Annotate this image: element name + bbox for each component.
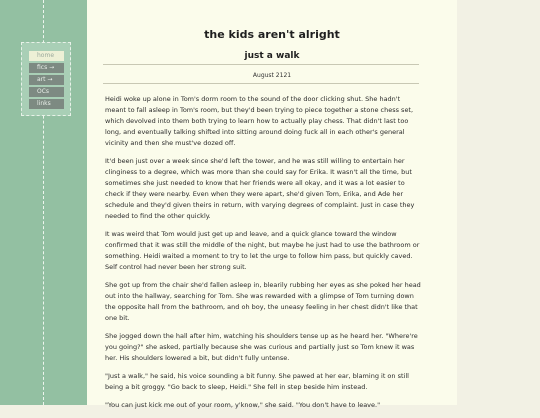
story-paragraph: "Just a walk," he said, his voice sounding a bit funny. She pawed at her ear, blaming it on still being a bit groggy. "Go back to sleep, Heidi." She fell in step beside him instead.	[105, 372, 409, 391]
chapter-date: August 2121	[252, 72, 292, 79]
divider	[103, 64, 419, 65]
story-paragraph: It was weird that Tom would just get up and leave, and a quick glance toward the window confirmed that it was still the middle of the night, but maybe he just had to use the bathroom or something. Heidi waited a moment to try to let the urge to follow him pass, but quickly caved. Self control had never been her strong suit.	[105, 230, 420, 271]
nav-item-home[interactable]: home	[29, 51, 64, 61]
nav-list	[29, 51, 64, 111]
nav-panel	[21, 42, 71, 116]
story-content-area	[87, 0, 457, 409]
story-paragraph: "You can just kick me out of your room, y'know," she said. "You don't have to leave."	[105, 401, 381, 409]
nav-item-links[interactable]: links	[29, 99, 64, 109]
nav-item-ocs[interactable]: OCs	[29, 87, 64, 97]
story-paragraph: She jogged down the hall after him, watching his shoulders tense up as he heard her. "Where're you going?" she asked, partially because she was curious and partially just so Tom knew it was her. His shoulders lowered a bit, but didn't fully untense.	[105, 332, 418, 362]
nav-item-fics[interactable]: fics →	[29, 63, 64, 73]
story-paragraph: Heidi woke up alone in Tom's dorm room to the sound of the door clicking shut. She hadn't meant to fall asleep in Tom's room, but they'd been trying to piece together a stone chess set, which devolved into them both trying to learn how to actually play chess. That didn't last too long, and eventually talking shifted into sitting around doing fuck all in each other's general vicinity and then she must've dozed off.	[105, 95, 414, 147]
right-margin-background	[457, 0, 540, 405]
story-paragraph: She got up from the chair she'd fallen asleep in, blearily rubbing her eyes as she poked her head out into the hallway, searching for Tom. She was rewarded with a glimpse of Tom turning down the opposite hall from the bathroom, and oh boy, the uneasy feeling in her chest didn't like that one bit.	[105, 281, 421, 322]
story-paragraph: It'd been just over a week since she'd left the tower, and he was still willing to entertain her clinginess to a degree, which was more than she could say for Erika. It wasn't all the time, but sometimes she just needed to know that her friends were all okay, and it was a lot easier to check if they were nearby. Even when they were apart, she'd given Tom, Erika, and Ade her schedule and they'd given theirs in return, with varying degrees of complaint. Just in case they needed to find the other quickly.	[105, 157, 415, 220]
chapter-title: just a walk	[244, 51, 300, 61]
story-body	[105, 94, 423, 418]
nav-item-art[interactable]: art →	[29, 75, 64, 85]
story-title: the kids aren't alright	[204, 28, 340, 41]
divider	[103, 83, 419, 84]
